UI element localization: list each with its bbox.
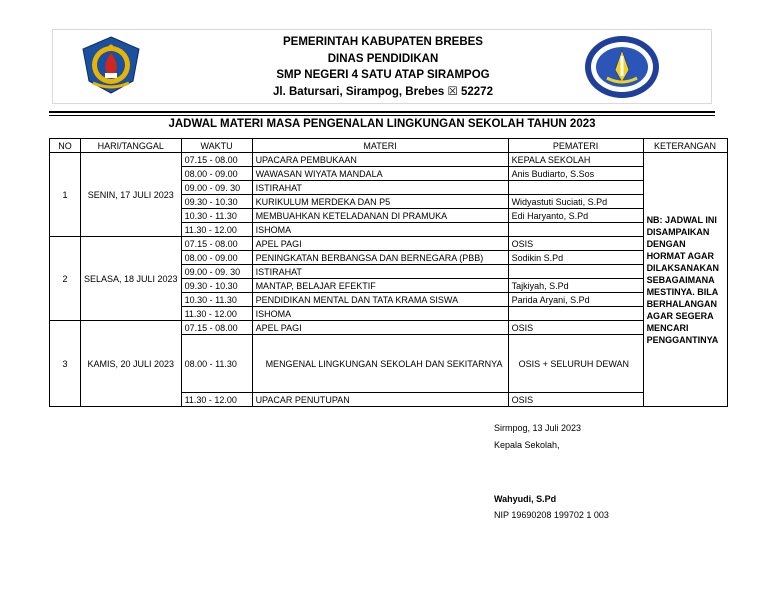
materi-cell: MEMBUAHKAN KETELADANAN DI PRAMUKA [252, 209, 508, 223]
pemateri-cell: Parida Aryani, S.Pd [508, 293, 643, 307]
keterangan-line: HORMAT AGAR [646, 250, 715, 261]
keterangan-line: NB: JADWAL INI [646, 214, 717, 225]
header-waktu: WAKTU [181, 139, 252, 153]
pemateri-cell [508, 181, 643, 195]
day-number: 2 [50, 237, 81, 321]
document-title: JADWAL MATERI MASA PENGENALAN LINGKUNGAN SEKOLAH TAHUN 2023 [168, 118, 596, 130]
time-cell: 08.00 - 09.00 [181, 167, 252, 181]
materi-cell: ISHOMA [252, 307, 508, 321]
pemateri-cell: Sodikin S.Pd [508, 251, 643, 265]
pemateri-cell: OSIS + SELURUH DEWAN [508, 335, 643, 393]
pemateri-cell: Edi Haryanto, S.Pd [508, 209, 643, 223]
materi-cell: APEL PAGI [252, 237, 508, 251]
letterhead-government: PEMERINTAH KABUPATEN BREBES [283, 36, 483, 48]
brebes-regency-logo [79, 35, 143, 95]
schedule-body [50, 153, 728, 407]
letterhead-address: Jl. Batursari, Sirampog, Brebes ☒ 52272 [273, 85, 493, 98]
pemateri-cell [508, 223, 643, 237]
keterangan-line: BERHALANGAN [646, 298, 718, 309]
letterhead-school: SMP NEGERI 4 SATU ATAP SIRAMPOG [276, 69, 490, 81]
header-pemateri: PEMATERI [508, 139, 643, 153]
materi-cell: PENDIDIKAN MENTAL DAN TATA KRAMA SISWA [252, 293, 508, 307]
materi-cell: UPACARA PEMBUKAAN [252, 153, 508, 167]
time-cell: 10.30 - 11.30 [181, 209, 252, 223]
header-rule-thin [49, 115, 715, 116]
materi-cell: APEL PAGI [252, 321, 508, 335]
time-cell: 11.30 - 12.00 [181, 307, 252, 321]
day-date: SELASA, 18 JULI 2023 [81, 237, 182, 321]
signature-name: Wahyudi, S.Pd [494, 494, 557, 504]
keterangan-note [643, 153, 727, 407]
header-materi: MATERI [252, 139, 508, 153]
keterangan-line: DISAMPAIKAN [646, 226, 710, 237]
time-cell: 11.30 - 12.00 [181, 393, 252, 407]
pemateri-cell [508, 307, 643, 321]
signature-place-date: Sirmpog, 13 Juli 2023 [494, 423, 582, 433]
materi-cell: MANTAP, BELAJAR EFEKTIF [252, 279, 508, 293]
schedule-table [49, 138, 728, 407]
time-cell: 07.15 - 08.00 [181, 153, 252, 167]
signature-position: Kepala Sekolah, [494, 440, 560, 450]
signature-nip: NIP 19690208 199702 1 003 [494, 510, 609, 520]
keterangan-line: DILAKSANAKAN [646, 262, 720, 273]
keterangan-line: DENGAN [646, 238, 686, 249]
day-date: SENIN, 17 JULI 2023 [81, 153, 182, 237]
time-cell: 10.30 - 11.30 [181, 293, 252, 307]
materi-cell: WAWASAN WIYATA MANDALA [252, 167, 508, 181]
pemateri-cell: Widyastuti Suciati, S.Pd [508, 195, 643, 209]
pemateri-cell: OSIS [508, 237, 643, 251]
time-cell: 09.30 - 10.30 [181, 279, 252, 293]
pemateri-cell: Anis Budiarto, S.Sos [508, 167, 643, 181]
time-cell: 09.00 - 09. 30 [181, 265, 252, 279]
pemateri-cell: OSIS [508, 321, 643, 335]
keterangan-line: SEBAGAIMANA [646, 274, 715, 285]
day-date: KAMIS, 20 JULI 2023 [81, 321, 182, 407]
keterangan-line: MESTINYA. BILA [646, 286, 719, 297]
header-hari-tanggal: HARI/TANGGAL [81, 139, 182, 153]
time-cell: 07.15 - 08.00 [181, 237, 252, 251]
school-logo [583, 34, 661, 100]
day-number: 1 [50, 153, 81, 237]
materi-cell: UPACAR PENUTUPAN [252, 393, 508, 407]
keterangan-line: MENCARI [646, 322, 689, 333]
time-cell: 07.15 - 08.00 [181, 321, 252, 335]
letterhead-department: DINAS PENDIDIKAN [327, 52, 439, 65]
header-keterangan: KETERANGAN [643, 139, 727, 153]
materi-cell: KURIKULUM MERDEKA DAN P5 [252, 195, 508, 209]
time-cell: 08.00 - 11.30 [181, 335, 252, 393]
letterhead [52, 29, 712, 104]
pemateri-cell: OSIS [508, 393, 643, 407]
pemateri-cell [508, 265, 643, 279]
header-rule-thick [49, 111, 715, 113]
table-row [50, 321, 728, 335]
time-cell: 08.00 - 09.00 [181, 251, 252, 265]
table-row [50, 153, 728, 167]
table-row [50, 237, 728, 251]
materi-cell: ISTIRAHAT [252, 181, 508, 195]
day-number: 3 [50, 321, 81, 407]
materi-cell: MENGENAL LINGKUNGAN SEKOLAH DAN SEKITARNYA [252, 335, 508, 393]
keterangan-line: AGAR SEGERA [646, 310, 714, 321]
time-cell: 09.00 - 09. 30 [181, 181, 252, 195]
pemateri-cell: KEPALA SEKOLAH [508, 153, 643, 167]
time-cell: 09.30 - 10.30 [181, 195, 252, 209]
materi-cell: PENINGKATAN BERBANGSA DAN BERNEGARA (PBB) [252, 251, 508, 265]
materi-cell: ISTIRAHAT [252, 265, 508, 279]
time-cell: 11.30 - 12.00 [181, 223, 252, 237]
header-no: NO [50, 139, 81, 153]
table-header-row [50, 139, 728, 153]
materi-cell: ISHOMA [252, 223, 508, 237]
keterangan-line: PENGGANTINYA [646, 334, 719, 345]
pemateri-cell: Tajkiyah, S.Pd [508, 279, 643, 293]
letterhead-text [263, 34, 503, 100]
